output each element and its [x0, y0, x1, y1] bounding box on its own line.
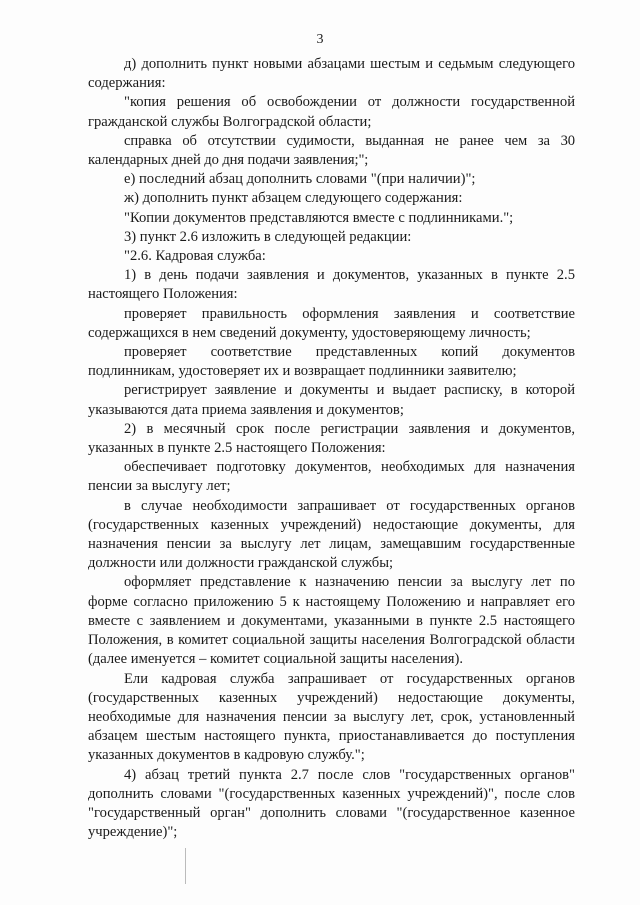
paragraph-e: е) последний абзац дополнить словами "(при наличии)";: [124, 171, 476, 188]
paragraph-d: д) дополнить пункт новыми абзацами шестым и седьмым следующего содержания:: [88, 56, 575, 92]
scan-mark: [185, 848, 186, 884]
paragraph-item-4: 4) абзац третий пункта 2.7 после слов "государственных органов" дополнить словами "(государственных казенных учреждений)", после слов "государственный орган" дополнить словами "(государственное казенное учреждение)";: [88, 766, 575, 841]
paragraph-copies: "Копии документов представляются вместе с подлинниками.";: [124, 209, 514, 226]
paragraph-registers: регистрирует заявление и документы и выдает расписку, в которой указываются дата приема заявления и документов;: [88, 382, 575, 418]
paragraph-suspension: Ели кадровая служба запрашивает от государственных органов (государственных казенных учреждений) недостающие документы, необходимые для назначения пенсии за выслугу лет, срок, установленный абзацем шестым настоящего пункта, приостанавливается до поступления указанных документов в кадровую службу.";: [88, 670, 575, 764]
paragraph-item-3: 3) пункт 2.6 изложить в следующей редакции:: [124, 228, 412, 245]
paragraph-submission: оформляет представление к назначению пенсии за выслугу лет по форме согласно приложению 5 к настоящему Положению и направляет его вместе с заявлением и документами, указанными в пункте 2.5 настоящего Положения, в комитет социальной защиты населения Волгоградской области (далее именуется – комитет социальной защиты населения).: [88, 574, 575, 668]
paragraph-prepares: обеспечивает подготовку документов, необходимых для назначения пенсии за выслугу лет;: [88, 459, 575, 495]
paragraph-zh: ж) дополнить пункт абзацем следующего содержания:: [124, 190, 463, 207]
paragraph-2-6-1: 1) в день подачи заявления и документов, указанных в пункте 2.5 настоящего Положения:: [88, 267, 575, 303]
paragraph-checks-copies: проверяет соответствие представленных копий документов подлинникам, удостоверяет их и возвращает подлинники заявителю;: [88, 344, 575, 380]
paragraph-2-6-heading: "2.6. Кадровая служба:: [124, 248, 266, 265]
page-number: 3: [316, 32, 324, 47]
paragraph-requests: в случае необходимости запрашивает от государственных органов (государственных казенных учреждений) недостающие документы, для назначения пенсии за выслугу лет лицам, замещавшим государственные должности или должности гражданской службы;: [88, 497, 575, 572]
paragraph-criminal-record: справка об отсутствии судимости, выданная не ранее чем за 30 календарных дней до дня подачи заявления;";: [88, 132, 575, 169]
paragraph-2-6-2: 2) в месячный срок после регистрации заявления и документов, указанных в пункте 2.5 настоящего Положения:: [88, 420, 575, 457]
paragraph-decision-copy: "копия решения об освобождении от должности государственной гражданской службы Волгоградской области;: [88, 94, 575, 130]
paragraph-checks-form: проверяет правильность оформления заявления и соответствие содержащихся в нем сведений документу, удостоверяющему личность;: [88, 305, 575, 341]
document-body: [88, 55, 575, 842]
